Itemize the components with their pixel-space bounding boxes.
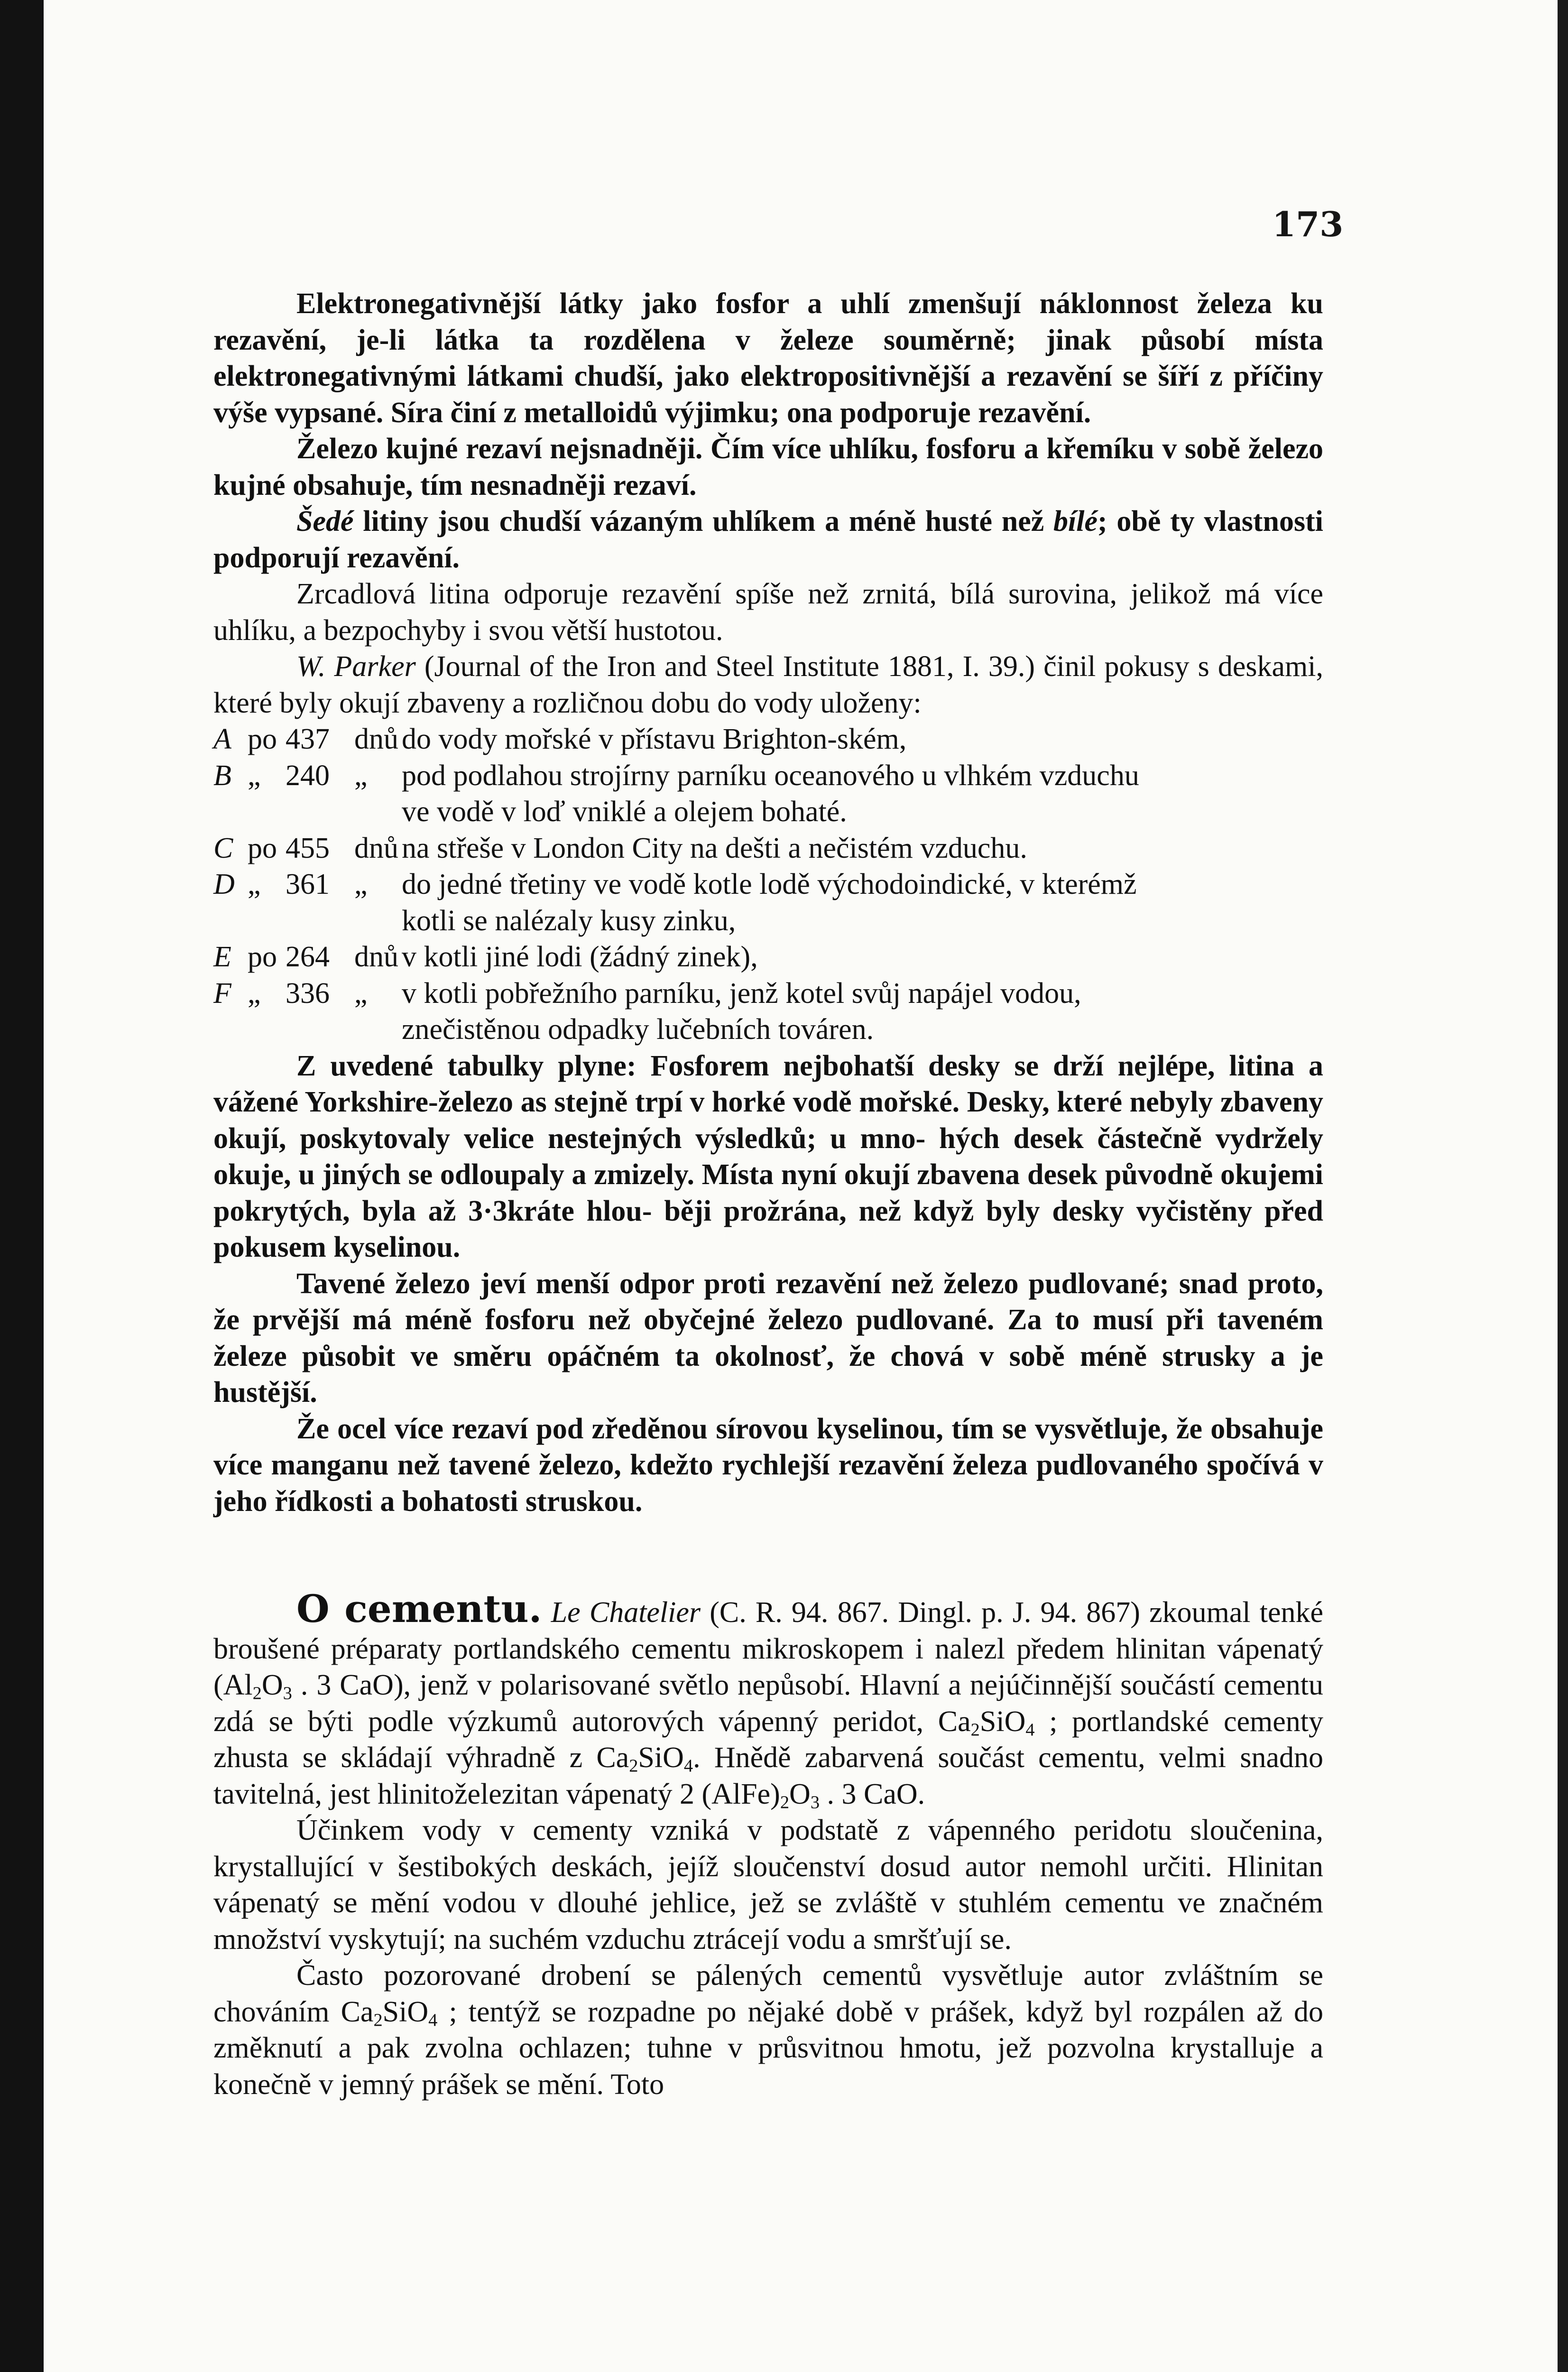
table-row: F „ 336 „ v kotli pobřežního parníku, jenž kotel svůj napájel vodou, znečistěnou odpadky lučebních továren. <box>213 977 1081 1046</box>
table-row: B „ 240 „ pod podlahou strojírny parníku oceanového u vlhkém vzduchu ve vodě v loď vniklé a olejem bohaté. <box>213 759 1139 828</box>
scan-dark-edge-right <box>1558 0 1568 2372</box>
experiment-table <box>213 721 1323 1048</box>
paragraph-parker: W. Parker (Journal of the Iron and Steel Institute 1881, I. 39.) činil pokusy s deskami, které byly okují zbaveny a rozličnou dobu do vody uloženy: <box>213 650 1324 719</box>
paragraph-wrought-iron: Železo kujné rezaví nejsnadněji. Čím více uhlíku, fosforu a křemíku v sobě železo kujné obsahuje, tím nesnadněji rezaví. <box>213 433 1324 501</box>
paragraph-crumbling: Často pozorované drobení se pálených cementů vysvětluje autor zvláštním se chováním $Ca_2SiO_4$ ; tentýž se rozpadne po nějaké době v prášek, když byl rozpálen až do změknutí a pak zvolna ochlazen; tuhne v průsvitnou hmotu, jež pozvolna krystalluje a konečně v jemný prášek se mění. Toto <box>213 1959 1324 2101</box>
paragraph-cast-iron: Tavené železo jeví menší odpor proti rezavění než železo pudlované; snad proto, že prvější má méně fosforu než obyčejné železo pudlované. Za to musí při taveném železe působit ve směru opáčném ta okolnosť, že chová v sobě méně strusky a je hustější. <box>213 1267 1324 1408</box>
table-row: A po 437 dnů do vody mořské v přístavu Brighton-ském, <box>213 723 907 755</box>
paragraph-table-result: Z uvedené tabulky plyne: Fosforem nejbohatší desky se drží nejlépe, litina a vážené Yorkshire-železo as stejně trpí v horké vodě mořské. Desky, které nebyly zbaveny okují, poskytovaly velice nestejných výsledků; u mno- hých desek částečně vydržely okuje, u jiných se odloupaly a zmizely. Místa nyní okují zbavena desek původně okujemi pokrytých, byla až 3·3kráte hlou- běji prožrána, než když byly desky vyčistěny před pokusem kyselinou. <box>213 1049 1324 1263</box>
table-row: D „ 361 „ do jedné třetiny ve vodě kotle lodě východoindické, v kterémž kotli se nalézaly kusy zinku, <box>213 868 1137 937</box>
paragraph-grey-cast-iron: Šedé litiny jsou chudší vázaným uhlíkem a méně husté než bílé; obě ty vlastnosti podporují rezavění. <box>213 505 1323 574</box>
body-text <box>213 286 1323 2103</box>
scan-dark-edge-left <box>0 0 44 2372</box>
table-row: C po 455 dnů na střeše v London City na dešti a nečistém vzduchu. <box>213 832 1027 864</box>
paragraph-electronegative: Elektronegativnější látky jako fosfor a uhlí zmenšují náklonnost železa ku rezavění, je-li látka ta rozdělena v železe souměrně; jinak působí místa elektronegativnými látkami chudší, jako elektropositivnější a rezavění se šíří z příčiny výše vypsané. Síra činí z metalloidů výjimku; ona podporuje rezavění. <box>213 287 1323 429</box>
paragraph-steel: Že ocel více rezaví pod zředěnou sírovou kyselinou, tím se vysvětluje, že obsahuje více manganu než tavené železo, kdežto rychlejší rezavění železa pudlovaného spočívá v jeho řídkosti a bohatosti struskou. <box>213 1412 1323 1518</box>
paragraph-water-effect: Účinkem vody v cementy vzniká v podstatě z vápenného peridotu sloučenina, krystallující v šestibokých deskách, jejíž sloučenství dosud autor nemohl určiti. Hlinitan vápenatý se mění vodou v dlouhé jehlice, jež se zvláště v stuhlém cementu ve značném množství vyskytují; na suchém vzduchu ztrácejí vodu a smršťují se. <box>213 1814 1324 1955</box>
section-heading: O cementu. <box>296 1586 542 1631</box>
table-row: E po 264 dnů v kotli jiné lodi (žádný zinek), <box>213 941 758 973</box>
paragraph-cement-intro: O cementu. Le Chatelier (C. R. 94. 867. Dingl. p. J. 94. 867) zkoumal tenké broušené préparaty portlandského cementu mikroskopem i nalezl předem hlinitan vápenatý ($Al_2O_3$ . 3 CaO), jenž v polarisované světlo nepůsobí. Hlavní a nejúčinnější součástí cementu zdá se býti podle výzkumů autorových vápenný peridot, $Ca_2SiO_4$ ; portlandské cementy zhusta se skládají výhradně z $Ca_2SiO_4$. Hnědě zabarvená součást cementu, velmi snadno tavitelná, jest hlinitoželezitan vápenatý 2 $(AlFe)_2O_3$ . 3 CaO. <box>213 1586 1324 1813</box>
paragraph-mirror-iron: Zrcadlová litina odporuje rezavění spíše než zrnitá, bílá surovina, jelikož má více uhlíku, a bezpochyby i svou větší hustotou. <box>213 578 1324 647</box>
page-number: 173 <box>1272 204 1344 244</box>
